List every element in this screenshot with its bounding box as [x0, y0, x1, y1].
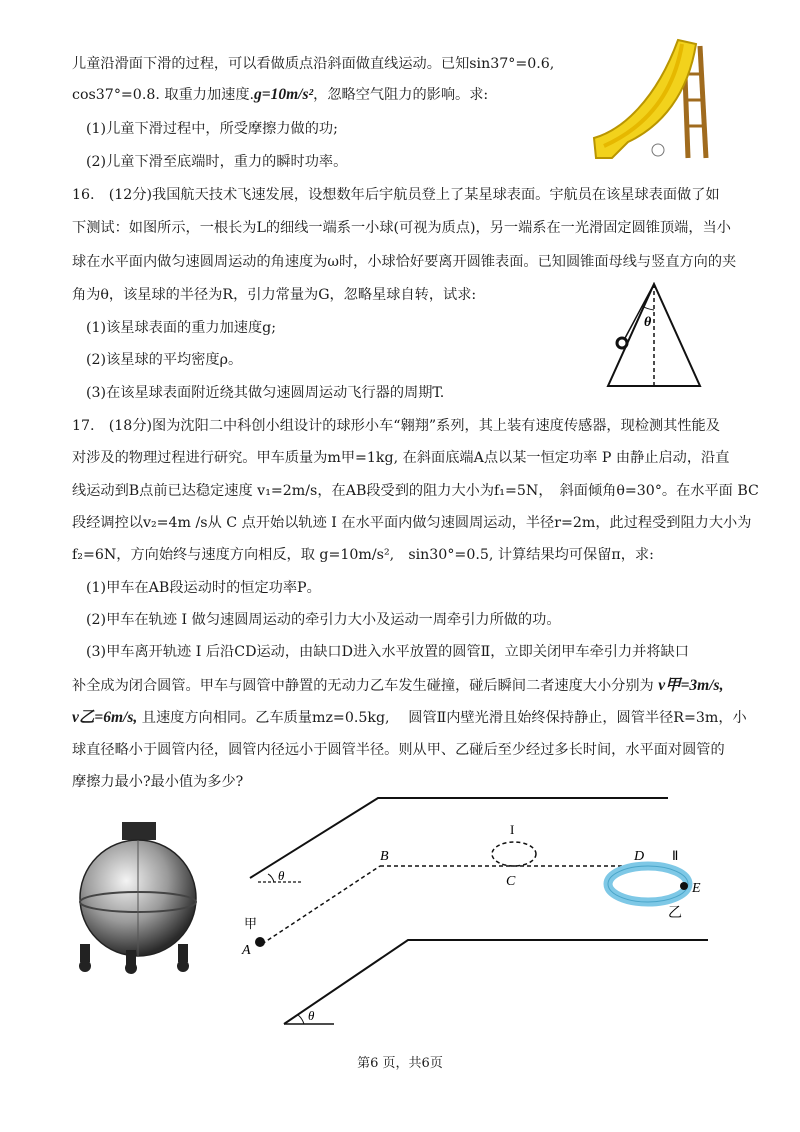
- car-top-box: [122, 822, 156, 840]
- v-yi-value: v乙=6m/s,: [72, 709, 138, 726]
- q16-sub-1: (1)该星球表面的重力加速度g;: [86, 320, 277, 336]
- q17-line-1: 17. (18分)图为沈阳二中科创小组设计的球形小车“翱翔”系列，其上装有速度传感器，现检测其性能及: [72, 418, 720, 434]
- cone-theta-label: θ: [644, 315, 652, 330]
- q16-line-3: 球在水平面内做匀速圆周运动的角速度为ω时，小球恰好要离开圆锥表面。已知圆锥面母线与竖直方向的夹: [72, 254, 737, 270]
- label-car-yi: 乙: [668, 905, 682, 921]
- q15-line-2: [72, 85, 488, 105]
- q17-line-3: 线运动到B点前已达稳定速度 v₁=2m/s，在AB段受到的阻力大小为f₁=5N， 斜面倾角θ=30°。在水平面 BC: [72, 483, 759, 499]
- car-jia-ball: [255, 937, 265, 947]
- label-b: B: [380, 849, 389, 864]
- label-d: D: [634, 849, 645, 864]
- slide-icon: [652, 144, 664, 156]
- q17-line-10: [72, 708, 747, 728]
- theta-label-1: θ: [278, 868, 285, 883]
- page-footer: 第6 页，共6页: [357, 1056, 443, 1071]
- q17-sub-2: (2)甲车在轨迹 I 做匀速圆周运动的牵引力大小及运动一周牵引力所做的功。: [86, 612, 561, 628]
- label-car-jia: 甲: [244, 917, 258, 932]
- spherical-car-figure: [70, 818, 210, 978]
- theta-label-2: θ: [308, 1008, 315, 1023]
- car-yi-ball: [680, 882, 688, 890]
- gravity-value: g=10m/s²: [254, 86, 314, 103]
- q16-sub-3: (3)在该星球表面附近绕其做匀速圆周运动飞行器的周期T.: [86, 385, 445, 401]
- label-a: A: [242, 943, 251, 958]
- q17-line-9: [72, 676, 723, 696]
- label-pipe-2: Ⅱ: [672, 848, 679, 863]
- q16-line-4: 角为θ，该星球的半径为R，引力常量为G，忽略星球自转，试求:: [72, 287, 477, 303]
- track-lower-edge: [284, 940, 708, 1024]
- track-diagram: [238, 792, 718, 1027]
- q15-line-2-tail: ，忽略空气阻力的影响。求:: [313, 87, 489, 103]
- label-track-1: I: [510, 822, 515, 837]
- cone-figure: [600, 282, 710, 392]
- q16-line-2: 下测试：如图所示，一根长为L的细线一端系一小球(可视为质点)，另一端系在一光滑固定圆锥顶端，当小: [72, 220, 731, 236]
- q17-line-2: 对涉及的物理过程进行研究。甲车质量为m甲=1kg, 在斜面底端A点以某一恒定功率 P 由静止启动，沿直: [72, 450, 730, 466]
- q16-sub-2: (2)该星球的平均密度ρ。: [86, 352, 243, 368]
- q17-sub-1: (1)甲车在AB段运动时的恒定功率P。: [86, 580, 321, 596]
- cone-ball: [617, 338, 627, 348]
- q16-line-1: 16. (12分)我国航天技术飞速发展，设想数年后宇航员登上了某星球表面。宇航员在该星球表面做了如: [72, 187, 720, 203]
- pipe-2-ring: [608, 866, 688, 902]
- q17-line-11: 球直径略小于圆管内径，圆管内径远小于圆管半径。则从甲、乙碰后至少经过多长时间，水平面对圆管的: [72, 742, 725, 758]
- label-e: E: [692, 881, 701, 896]
- q15-sub-1: (1)儿童下滑过程中，所受摩擦力做的功;: [86, 121, 338, 137]
- angle-arc-2: [298, 1015, 304, 1024]
- q15-line-1: 儿童沿滑面下滑的过程，可以看做质点沿斜面做直线运动。已知sin37°=0.6,: [72, 56, 555, 72]
- q17-sub-3: (3)甲车离开轨迹 I 后沿CD运动，由缺口D进入水平放置的圆管Ⅱ，立即关闭甲车牵引力并将缺口: [86, 644, 689, 660]
- v-jia-value: v甲=3m/s,: [658, 677, 724, 694]
- cone-string: [624, 284, 654, 340]
- label-c: C: [506, 874, 516, 889]
- q17-line-4: 段经调控以v₂=4m /s从 C 点开始以轨迹 I 在水平面内做匀速圆周运动，半径r=2m，此过程受到阻力大小为: [72, 515, 752, 531]
- q17-line-9-text: 补全成为闭合圆管。甲车与圆管中静置的无动力乙车发生碰撞，碰后瞬间二者速度大小分别为: [72, 678, 654, 694]
- angle-arc-1: [268, 874, 274, 882]
- track-1-loop: [492, 842, 536, 866]
- q15-line-2-head: cos37°=0.8. 取重力加速度.: [72, 87, 255, 103]
- q17-line-5: f₂=6N，方向始终与速度方向相反，取 g=10m/s², sin30°=0.5, 计算结果均可保留π，求:: [72, 547, 654, 563]
- q17-line-10-text: 且速度方向相同。乙车质量mz=0.5kg, 圆管Ⅱ内壁光滑且始终保持静止，圆管半径R=3m，小: [141, 710, 747, 726]
- slide-figure: [592, 34, 722, 164]
- q17-line-12: 摩擦力最小?最小值为多少?: [72, 774, 244, 790]
- q15-sub-2: (2)儿童下滑至底端时，重力的瞬时功率。: [86, 154, 348, 170]
